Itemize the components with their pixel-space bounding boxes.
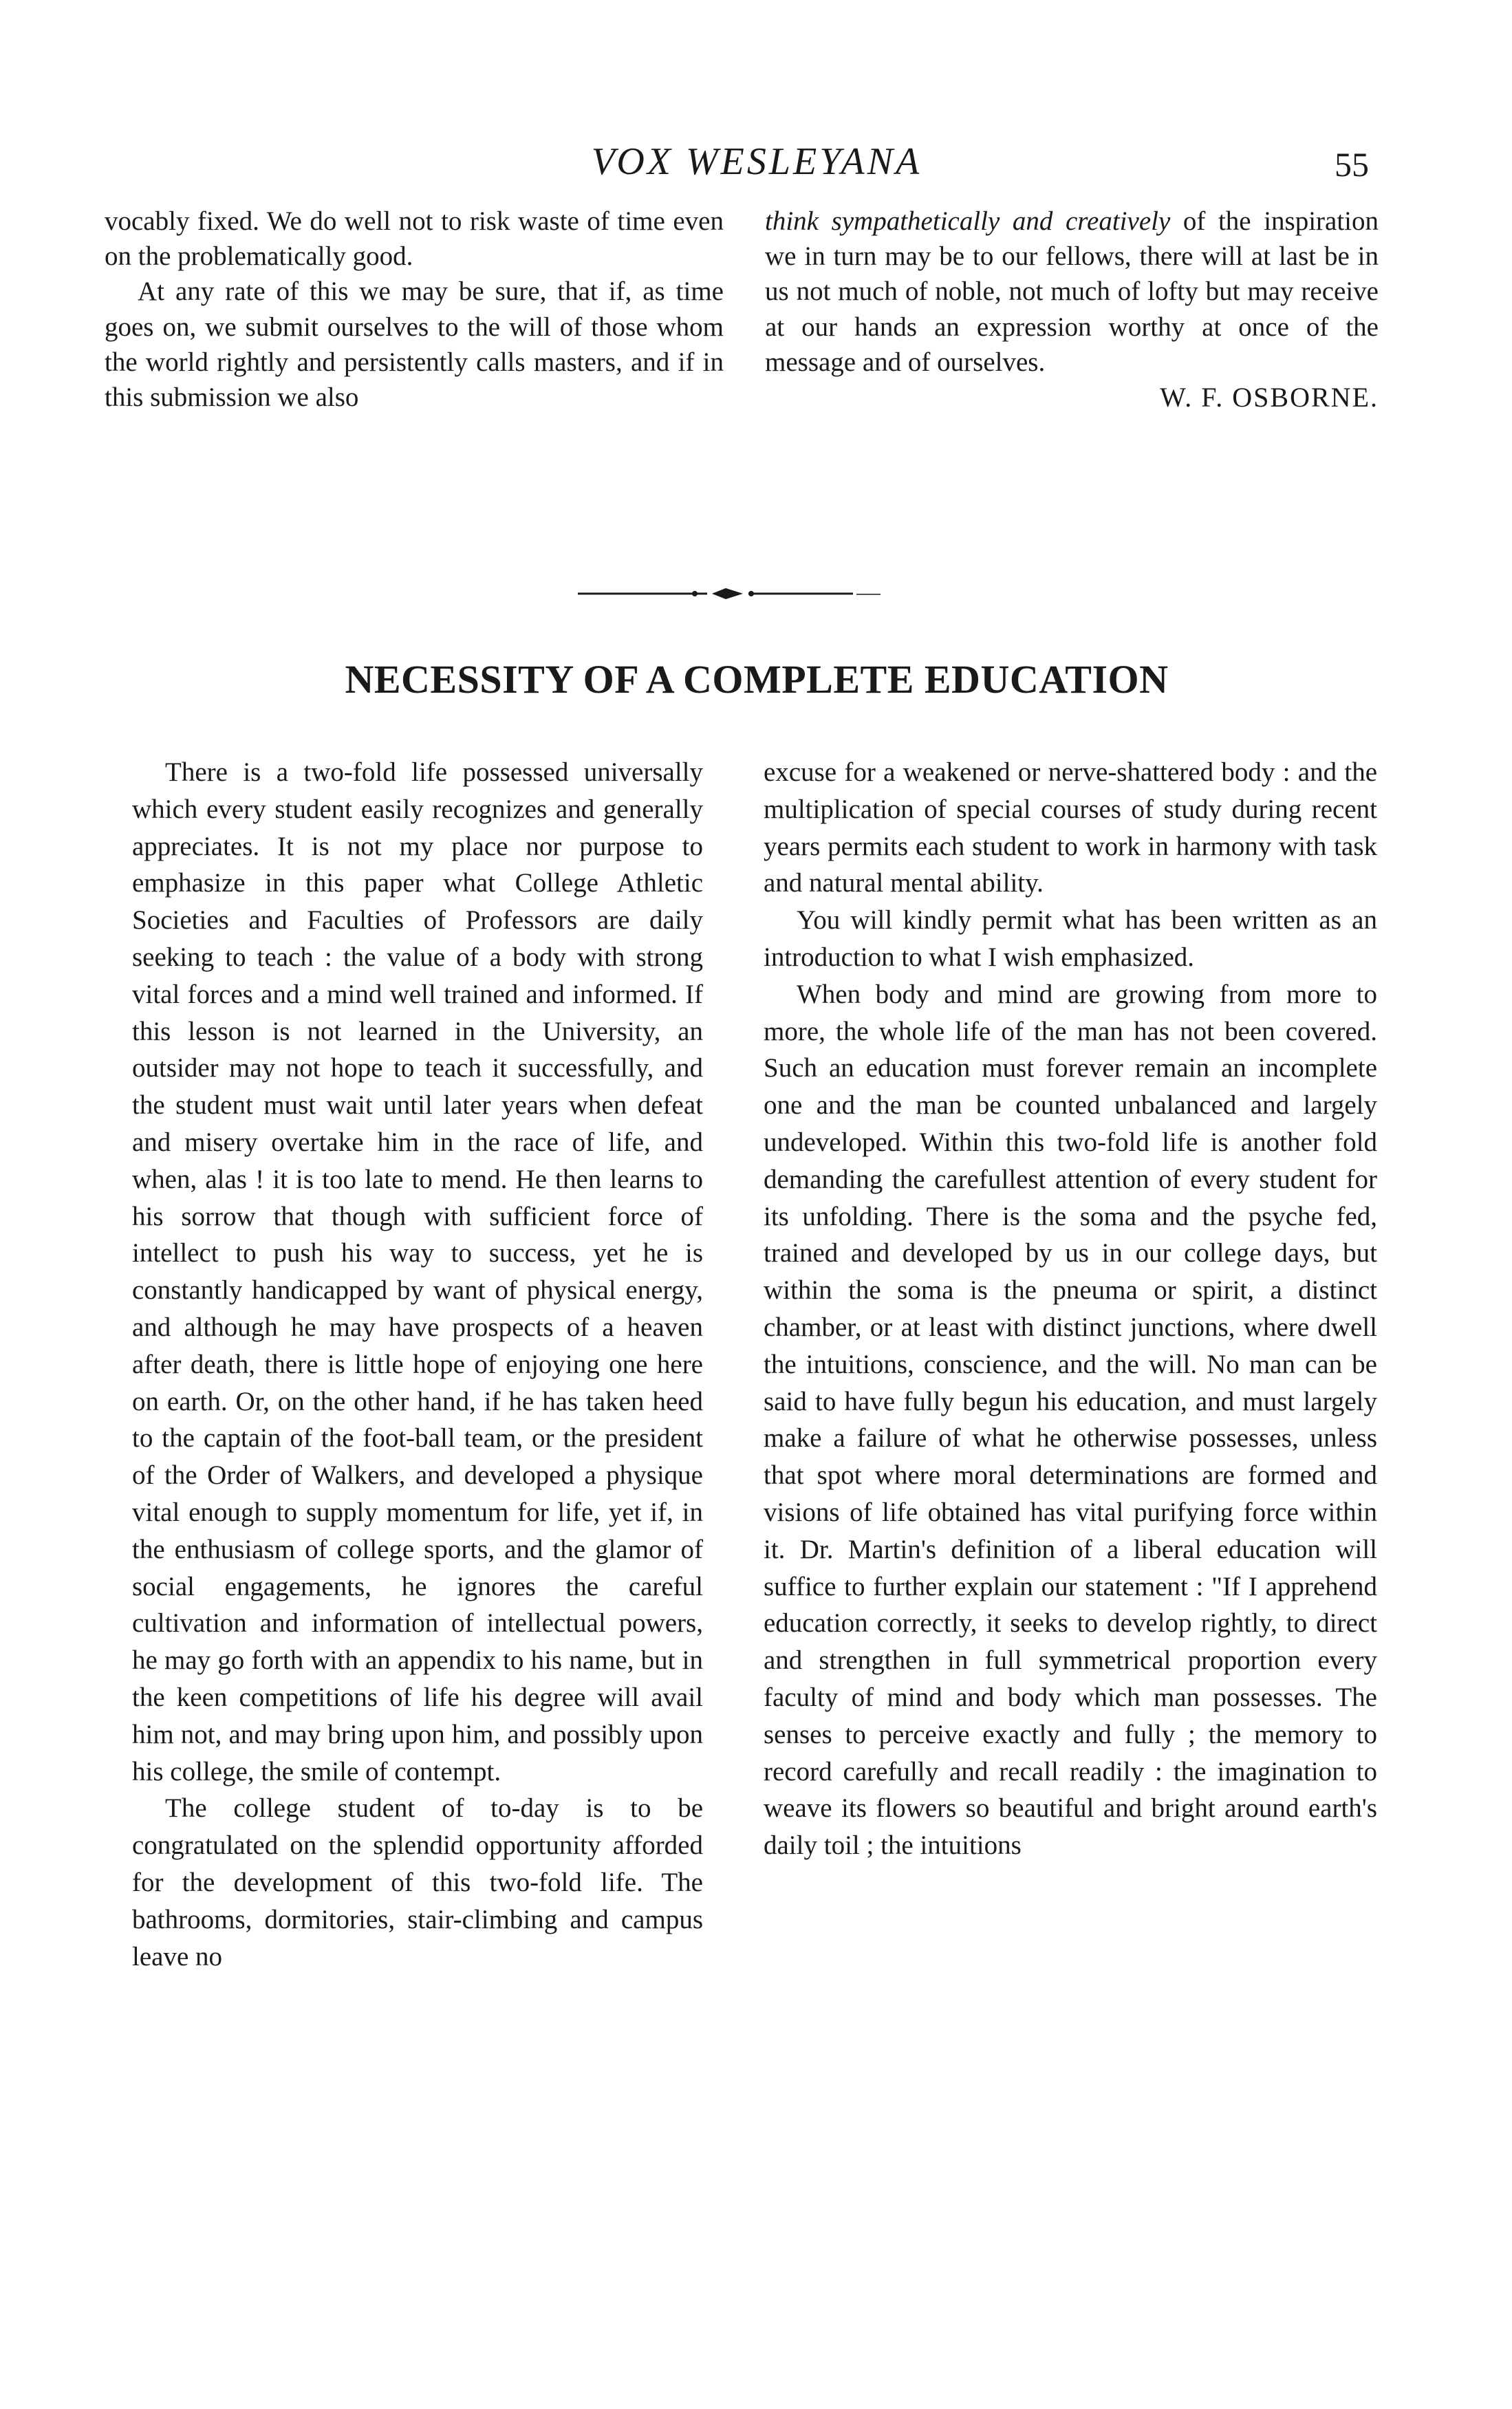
author-signature: W. F. OSBORNE.: [1160, 382, 1379, 413]
italic-phrase: think sympathetically and creatively: [765, 206, 1171, 236]
paragraph: [765, 204, 1379, 380]
paragraph: At any rate of this we may be sure, that if, as time goes on, we submit ourselves to the will of those whom the world rightly and persistently calls masters, and if in this submission we also: [105, 277, 724, 413]
article-title: NECESSITY OF A COMPLETE EDUCATION: [345, 657, 1169, 702]
previous-article-right-column: [765, 204, 1379, 534]
running-head: [0, 138, 1512, 186]
paragraph: excuse for a weakened or nerve-shattered body : and the multiplication of special courses of study during recent years permits each student to work in harmony with task and natural mental ability.: [764, 757, 1377, 898]
paragraph: There is a two-fold life possessed universally which every student easily recognizes and generally appreciates. It is not my place nor purpose to emphasize in this paper what College Athletic Societies and Faculties of Professors are daily seeking to teach : the value of a body with strong vital forces and a mind well trained and informed. If this lesson is not learned in the University, an outsider may not hope to teach it successfully, and the student must wait until later years when defeat and misery overtake him in the race of life, and when, alas ! it is too late to mend. He then learns to his sorrow that though with sufficient force of intellect to push his way to success, yet he is constantly handicapped by want of physical energy, and although he may have prospects of a heaven after death, there is little hope of enjoying one here on earth. Or, on the other hand, if he has taken heed to the captain of the foot-ball team, or the president of the Order of Walkers, and developed a physique vital enough to supply momentum for life, yet if, in the enthusiasm of college sports, and the glamor of social engagements, he ignores the careful cultivation and information of intellectual powers, he may go forth with an appendix to his name, but in the keen competitions of life his degree will avail him not, and may bring upon him, and possibly upon his college, the smile of contempt.: [132, 757, 703, 1786]
paragraph: You will kindly permit what has been written as an introduction to what I wish emphasized.: [764, 905, 1377, 972]
paragraph: When body and mind are growing from more to more, the whole life of the man has not been covered. Such an education must forever remain an incomplete one and the man be counted unbalanced and largely undeveloped. Within this two-fold life is another fold demanding the carefullest attention of every student for its unfolding. There is the soma and the psyche fed, trained and developed by us in our college days, but within the soma is the pneuma or spirit, a distinct chamber, or at least with distinct junctions, where dwell the intuitions, conscience, and the will. No man can be said to have fully begun his education, and must largely make a failure of what he otherwise possesses, unless that spot where moral determinations are formed and visions of life obtained has vital purifying force within it. Dr. Martin's definition of a liberal education will suffice to further explain our statement : "If I apprehend education correctly, it seeks to develop rightly, to direct and strengthen in full symmetrical proportion every faculty of mind and body which man possesses. The senses to perceive exactly and fully ; the memory to record carefully and recall readily : the imagination to weave its flowers so beautiful and bright around earth's daily toil ; the intuitions: [764, 979, 1377, 1861]
article-left-column: [132, 754, 703, 2302]
page-number: 55: [1335, 145, 1369, 184]
previous-article-left-column: [105, 204, 724, 534]
journal-title: VOX WESLEYANA: [591, 140, 922, 183]
paragraph-text: of the inspiration we in turn may be to our fellows, there will at last be in us not much of noble, not much of lofty but may receive at our hands an expression worthy at once of the message and of ourselves.: [765, 206, 1379, 377]
article-right-column: [764, 754, 1377, 2302]
paragraph: vocably fixed. We do well not to risk waste of time even on the problematically good.: [105, 206, 724, 272]
section-divider-ornament: [578, 583, 894, 604]
paragraph: The college student of to-day is to be congratulated on the splendid opportunity afforded for the development of this two-fold life. The bathrooms, dormitories, stair-climbing and campus leave no: [132, 1793, 703, 1972]
